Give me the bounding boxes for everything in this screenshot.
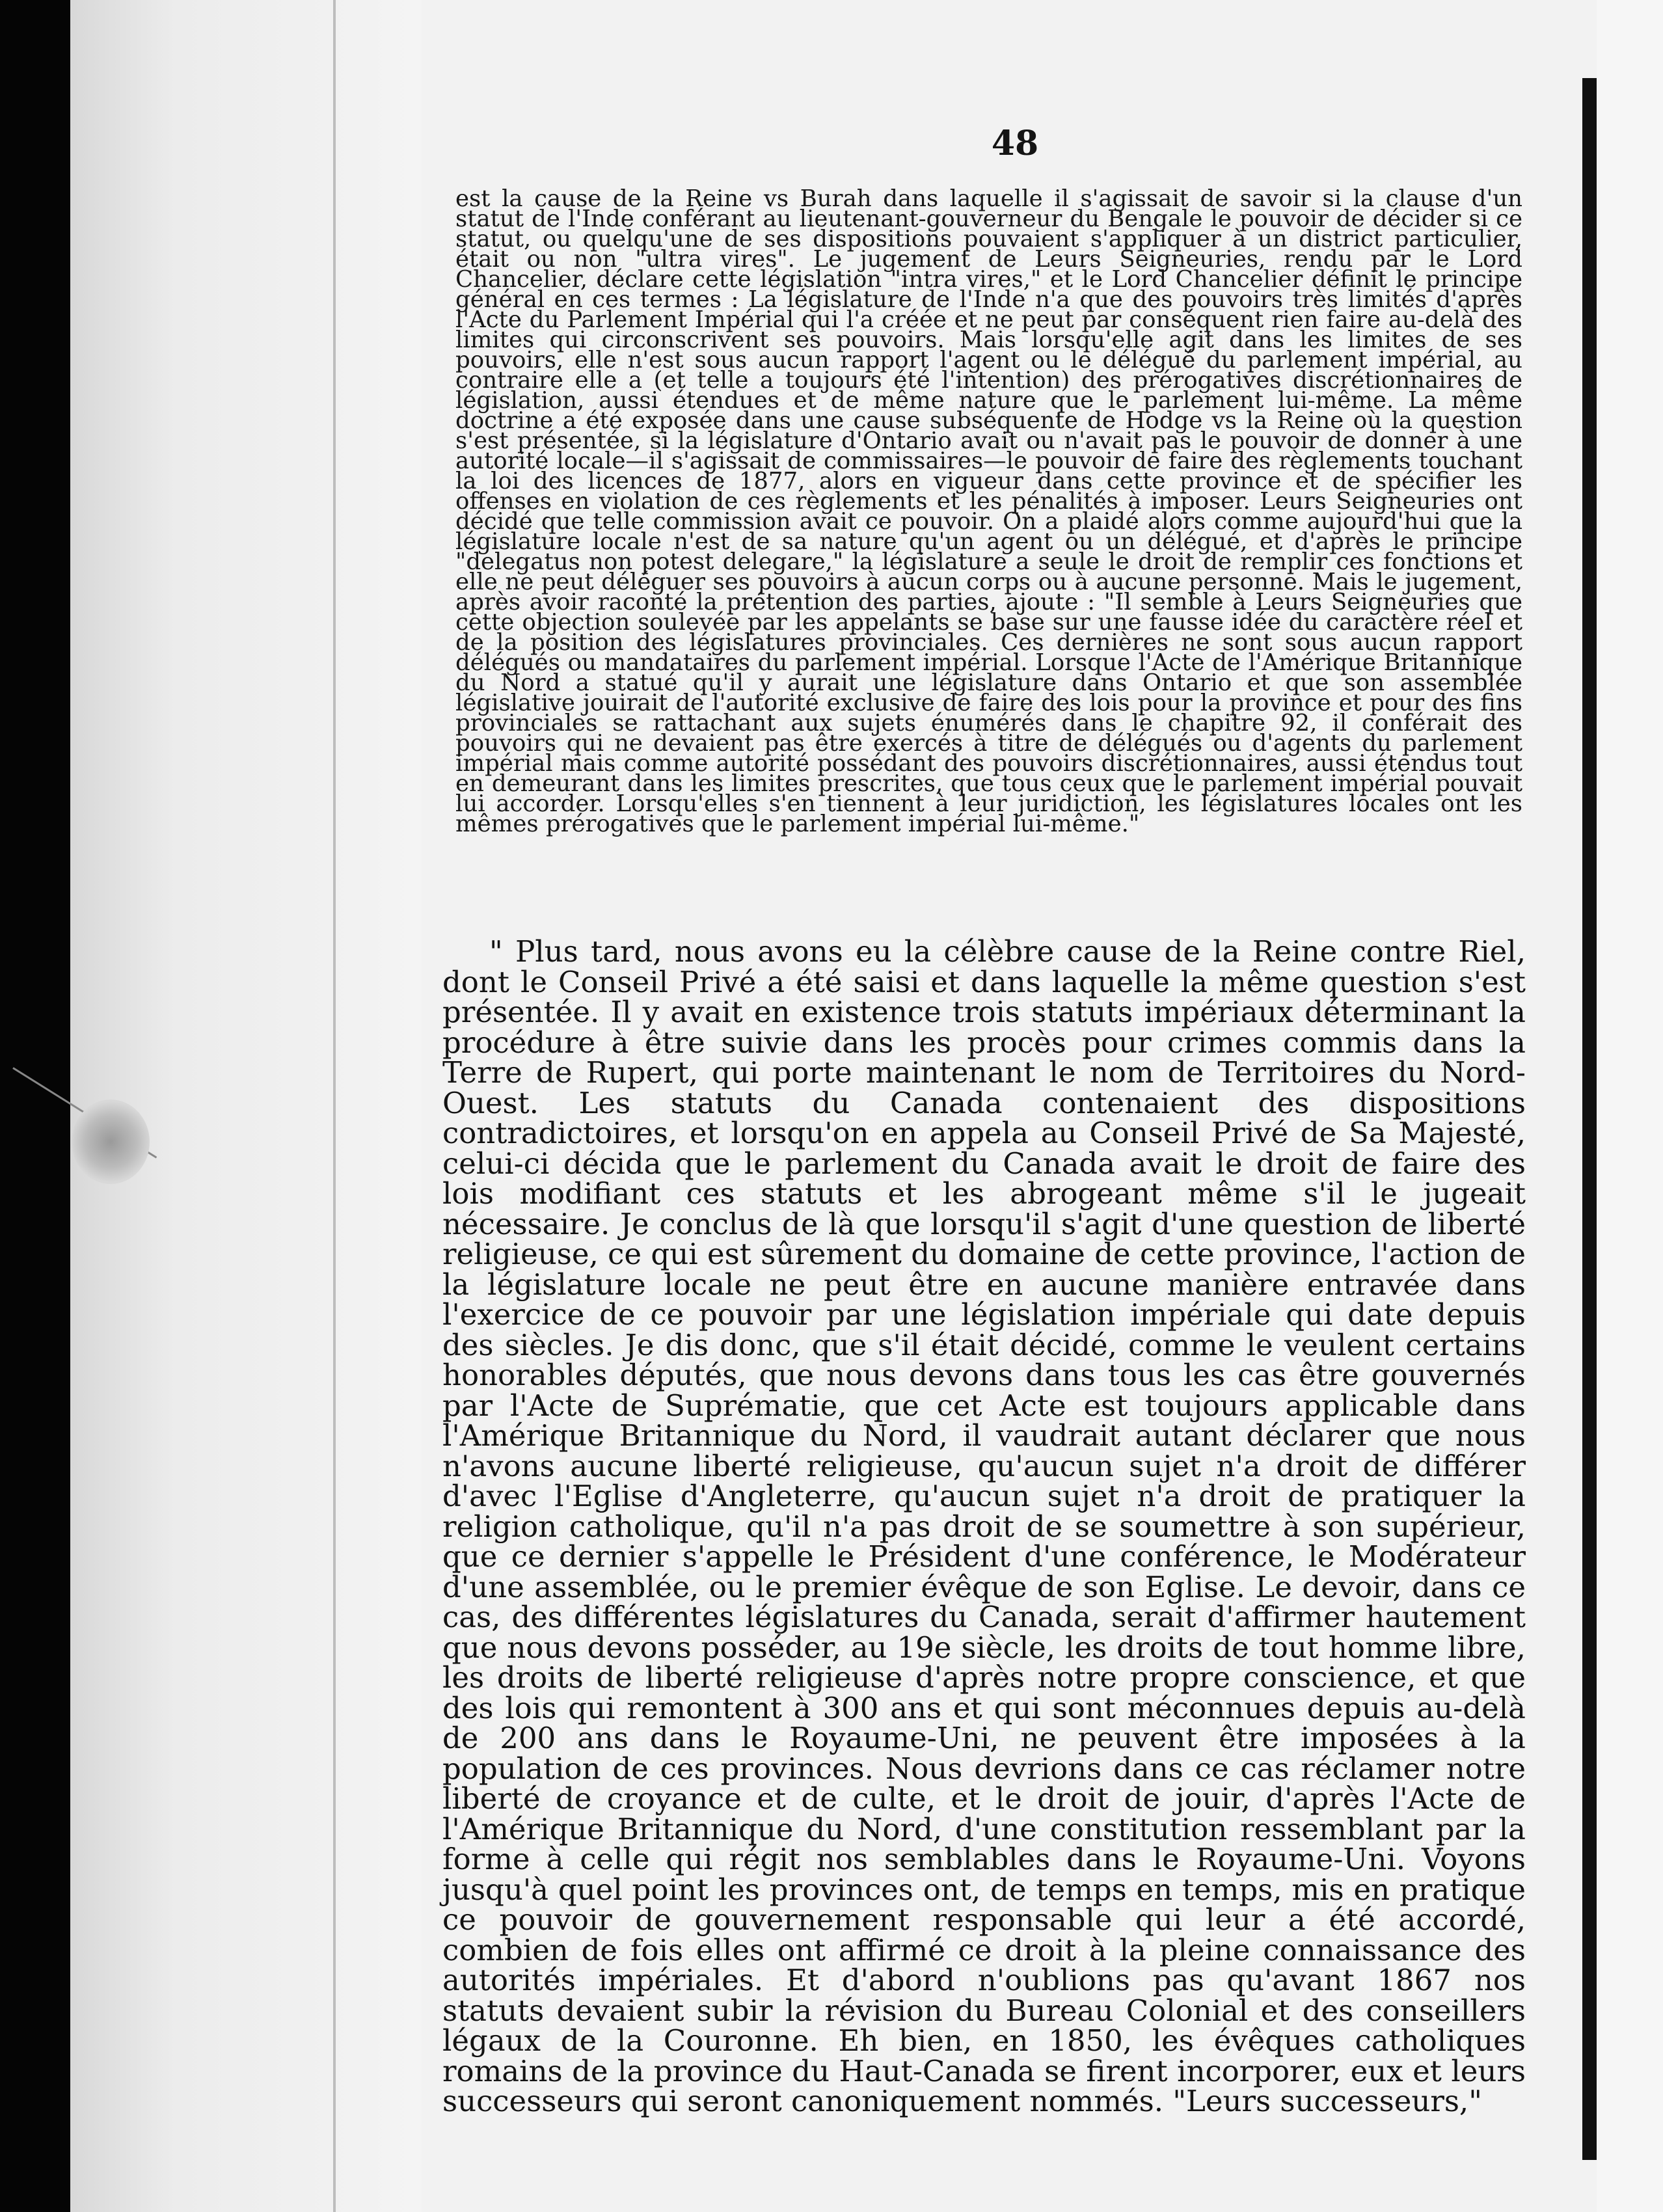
page-number: 48 bbox=[991, 124, 1039, 163]
paper-stain bbox=[72, 1099, 150, 1184]
scan-margin-right bbox=[1597, 0, 1663, 2212]
scan-border-left bbox=[0, 0, 70, 2212]
body-paragraph: " Plus tard, nous avons eu la célèbre cause de la Reine contre Riel, dont le Conseil Privé a été saisi et dans laquelle la même question s'est présentée. Il y avait en existence trois statuts impériaux déterminant la procédure à être suivie dans les procès pour crimes commis dans la Terre de Rupert, qui porte maintenant le nom de Territoires du Nord-Ouest. Les statuts du Canada contenaient des dispositions contradictoires, et lorsqu'on en appela au Conseil Privé de Sa Majesté, celui-ci décida que le parlement du Canada avait le droit de faire des lois modifiant ces statuts et les abrogeant même s'il le jugeait nécessaire. Je conclus de là que lorsqu'il s'agit d'une question de liberté religieuse, ce qui est sûrement du domaine de cette province, l'action de la législature locale ne peut être en aucune manière entravée dans l'exercice de ce pouvoir par une législation impériale qui date depuis des siècles. Je dis donc, que s'il était décidé, comme le veulent certains honorables députés, que nous devons dans tous les cas être gouvernés par l'Acte de Suprématie, que cet Acte est toujours applicable dans l'Amérique Britannique du Nord, il vaudrait autant déclarer que nous n'avons aucune liberté religieuse, qu'aucun sujet n'a droit de différer d'avec l'Eglise d'Angleterre, qu'aucun sujet n'a droit de pratiquer la religion catholique, qu'il n'a pas droit de se soumettre à son supérieur, que ce dernier s'appelle le Président d'une conférence, le Modérateur d'une assemblée, ou le premier évêque de son Eglise. Le devoir, dans ce cas, des différentes législatures du Canada, serait d'affirmer hautement que nous devons posséder, au 19e siècle, les droits de tout homme libre, les droits de liberté religieuse d'après notre propre conscience, et que des lois qui remontent à 300 ans et qui sont méconnues depuis au-delà de 200 ans dans le Royaume-Uni, ne peuvent être imposées à la population de ces provinces. Nous devrions dans ce cas réclamer notre liberté de croyance et de culte, et le droit de jouir, d'après l'Acte de l'Amérique Britannique du Nord, d'une constitution ressemblant par la forme à celle qui régit nos semblables dans le Royaume-Uni. Voyons jusqu'à quel point les provinces ont, de temps en temps, mis en pratique ce pouvoir de gouvernement responsable qui leur a été accordé, combien de fois elles ont affirmé ce droit à la pleine connaissance des autorités impériales. Et d'abord n'oublions pas qu'avant 1867 nos statuts devaient subir la révision du Bureau Colonial et des conseillers légaux de la Couronne. Eh bien, en 1850, les évêques catholiques romains de la province du Haut-Canada se firent incorporer, eux et leurs successeurs qui seront canoniquement nommés. "Leurs successeurs," bbox=[442, 934, 1526, 2118]
scan-border-right bbox=[1582, 78, 1597, 2160]
binding-shadow bbox=[333, 0, 336, 2212]
quoted-judgment-text: est la cause de la Reine vs Burah dans laquelle il s'agissait de savoir si la clause d'un statut de l'Inde conférant au lieutenant-gouverneur du Bengale le pouvoir de décider si ce statut, ou quelqu'une de ses dispositions pouvaient s'appliquer à un district particulier, était ou non "ultra vires". Le jugement de Leurs Seigneuries, rendu par le Lord Chancelier, déclare cette législation "intra vires," et le Lord Chancelier définit le principe général en ces termes : La législature de l'Inde n'a que des pouvoirs très limités d'après l'Acte du Parlement Impérial qui l'a créée et ne peut par conséquent rien faire au-delà des limites qui circonscrivent ses pouvoirs. Mais lorsqu'elle agit dans les limites de ses pouvoirs, elle n'est sous aucun rapport l'agent ou le délégué du parlement impérial, au contraire elle a (et telle a toujours été l'intention) des prérogatives discrétionnaires de législation, aussi étendues et de même nature que le parlement lui-même. La même doctrine a été exposée dans une cause subséquente de Hodge vs la Reine où la question s'est présentée, si la législature d'Ontario avait ou n'avait pas le pouvoir de donner à une autorité locale—il s'agissait de commissaires—le pouvoir de faire des règlements touchant la loi des licences de 1877, alors en vigueur dans cette province et de spécifier les offenses en violation de ces règlements et les pénalités à imposer. Leurs Seigneuries ont décidé que telle commission avait ce pouvoir. On a plaidé alors comme aujourd'hui que la législature locale n'est de sa nature qu'un agent ou un délégué, et d'après le principe "delegatus non potest delegare," la législature a seule le droit de remplir ces fonctions et elle ne peut déléguer ses pouvoirs à aucun corps ou à aucune personne. Mais le jugement, après avoir raconté la prétention des parties, ajoute : "Il semble à Leurs Seigneuries que cette objection soulevée par les appelants se base sur une fausse idée du caractère réel et de la position des législatures provinciales. Ces dernières ne sont sous aucun rapport délégués ou mandataires du parlement impérial. Lorsque l'Acte de l'Amérique Britannique du Nord a statué qu'il y aurait une législature dans Ontario et que son assemblée législative jouirait de l'autorité exclusive de faire des lois pour la province et pour des fins provinciales se rattachant aux sujets énumérés dans le chapitre 92, il conférait des pouvoirs qui ne devaient pas être exercés à titre de délégués ou d'agents du parlement impérial mais comme autorité possédant des pouvoirs discrétionnaires, aussi étendus tout en demeurant dans les limites prescrites, que tous ceux que le parlement impérial pouvait lui accorder. Lorsqu'elles s'en tiennent à leur juridiction, les législatures locales ont les mêmes prérogatives que le parlement impérial lui-même." bbox=[455, 185, 1522, 837]
